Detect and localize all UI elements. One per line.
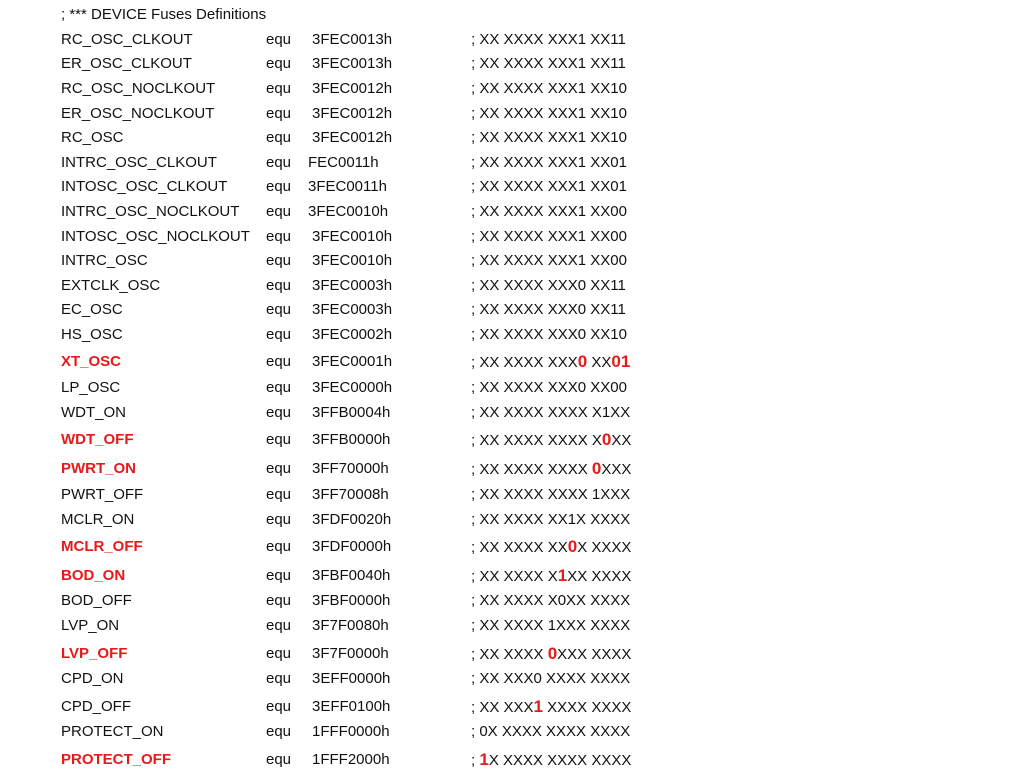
comment-text: ; XX XXXX XXX1 XX10 [471, 129, 627, 146]
fuse-row [0, 299, 1024, 321]
bit-pattern-comment [471, 351, 630, 374]
fuse-name: RC_OSC_NOCLKOUT [61, 80, 216, 97]
comment-text: ; XX XXXX XXXX X [471, 432, 602, 449]
fuse-row [0, 127, 1024, 149]
fuse-value: 3FEC0010h [312, 228, 393, 245]
fuse-name: PROTECT_ON [61, 723, 164, 740]
fuse-name: ER_OSC_NOCLKOUT [61, 105, 215, 122]
equ-directive: equ [266, 379, 292, 396]
comment-text: ; XX XXXX [471, 646, 548, 663]
comment-text: ; XX XXXX X [471, 568, 558, 585]
comment-text: X XXXX [577, 539, 632, 556]
equ-directive: equ [266, 105, 292, 122]
equ-directive: equ [266, 154, 292, 171]
comment-text: ; XX XXXX XXXX 1XXX [471, 486, 631, 503]
equ-directive: equ [266, 511, 292, 528]
fuse-name: MCLR_OFF [61, 538, 143, 555]
fuse-value: FEC0011h [308, 154, 379, 171]
fuse-row [0, 176, 1024, 198]
fuse-name: INTRC_OSC_CLKOUT [61, 154, 217, 171]
fuse-row [0, 53, 1024, 75]
equ-directive: equ [266, 567, 292, 584]
fuse-value: 1FFF2000h [312, 751, 390, 768]
comment-text: ; XX XXXX XXXX [471, 461, 592, 478]
highlighted-bit: 1 [557, 566, 568, 585]
fuse-value: 3FEC0010h [312, 252, 393, 269]
bit-pattern-comment [471, 590, 630, 612]
comment-text: XXX XXXX [557, 646, 632, 663]
fuse-value: 3FBF0040h [312, 567, 391, 584]
fuse-row [0, 696, 1024, 718]
fuse-row [0, 275, 1024, 297]
equ-directive: equ [266, 670, 292, 687]
fuse-value: 3FEC0013h [312, 55, 393, 72]
bit-pattern-comment [471, 615, 630, 637]
fuse-value: 3FEC0003h [312, 277, 393, 294]
comment-text: ; XX XXXX XXX1 XX10 [471, 105, 627, 122]
equ-directive: equ [266, 698, 292, 715]
fuse-value: 3FF70008h [312, 486, 389, 503]
fuse-value: 3FDF0000h [312, 538, 392, 555]
bit-pattern-comment [471, 509, 630, 531]
comment-text: ; XX XXXX XXX0 XX11 [471, 301, 626, 318]
bit-pattern-comment [471, 324, 627, 346]
fuse-name: LVP_ON [61, 617, 120, 634]
fuse-row [0, 643, 1024, 665]
bit-pattern-comment [471, 103, 627, 125]
equ-directive: equ [266, 301, 292, 318]
comment-text: ; 0X XXXX XXXX XXXX [471, 723, 631, 740]
comment-text: ; XX XXXX XXX1 XX00 [471, 228, 627, 245]
fuse-value: 3FEC0013h [312, 31, 393, 48]
fuse-row [0, 226, 1024, 248]
fuse-name: CPD_ON [61, 670, 124, 687]
equ-directive: equ [266, 80, 292, 97]
fuse-name: INTOSC_OSC_NOCLKOUT [61, 228, 250, 245]
fuse-row [0, 458, 1024, 480]
bit-pattern-comment [471, 29, 626, 51]
bit-pattern-comment [471, 696, 631, 719]
fuse-name: INTOSC_OSC_CLKOUT [61, 178, 228, 195]
comment-text: X XXXX XXXX XXXX [488, 752, 632, 769]
fuse-value: 3FFB0004h [312, 404, 391, 421]
equ-directive: equ [266, 751, 292, 768]
fuse-name: ER_OSC_CLKOUT [61, 55, 192, 72]
fuse-value: 3FEC0002h [312, 326, 393, 343]
fuse-name: PWRT_ON [61, 460, 136, 477]
fuse-value: 3EFF0000h [312, 670, 391, 687]
highlighted-bit: 0 [601, 430, 612, 449]
equ-directive: equ [266, 538, 292, 555]
fuse-name: CPD_OFF [61, 698, 132, 715]
fuse-name: PWRT_OFF [61, 486, 144, 503]
highlighted-bit: 0 [591, 459, 602, 478]
equ-directive: equ [266, 55, 292, 72]
fuse-value: 3FBF0000h [312, 592, 391, 609]
highlighted-bit: 1 [479, 750, 489, 769]
equ-directive: equ [266, 31, 292, 48]
fuse-value: 3FEC0003h [312, 301, 393, 318]
fuse-name: INTRC_OSC_NOCLKOUT [61, 203, 240, 220]
bit-pattern-comment [471, 429, 631, 452]
bit-pattern-comment [471, 176, 627, 198]
fuse-row [0, 324, 1024, 346]
bit-pattern-comment [471, 226, 627, 248]
fuse-name: XT_OSC [61, 353, 122, 370]
fuse-value: 3FEC0001h [312, 353, 393, 370]
fuse-name: EC_OSC [61, 301, 123, 318]
fuse-row [0, 103, 1024, 125]
highlighted-bit: 01 [611, 352, 631, 371]
bit-pattern-comment [471, 53, 626, 75]
equ-directive: equ [266, 129, 292, 146]
comment-text: ; XX XXXX XXX1 XX01 [471, 178, 627, 195]
bit-pattern-comment [471, 299, 626, 321]
comment-text: XX [587, 354, 612, 371]
bit-pattern-comment [471, 668, 630, 690]
fuse-row [0, 351, 1024, 373]
equ-directive: equ [266, 404, 292, 421]
bit-pattern-comment [471, 127, 627, 149]
equ-directive: equ [266, 277, 292, 294]
fuse-name: RC_OSC_CLKOUT [61, 31, 193, 48]
equ-directive: equ [266, 326, 292, 343]
fuse-row [0, 484, 1024, 506]
fuse-row [0, 201, 1024, 223]
fuse-row [0, 509, 1024, 531]
comment-text: ; XX XXXX XXX1 XX11 [471, 31, 626, 48]
equ-directive: equ [266, 645, 292, 662]
equ-directive: equ [266, 723, 292, 740]
bit-pattern-comment [471, 565, 631, 588]
equ-directive: equ [266, 203, 292, 220]
equ-directive: equ [266, 460, 292, 477]
bit-pattern-comment [471, 152, 627, 174]
fuse-value: 3FFB0000h [312, 431, 391, 448]
fuse-row [0, 402, 1024, 424]
fuse-name: RC_OSC [61, 129, 124, 146]
bit-pattern-comment [471, 536, 631, 559]
comment-text: ; XX XXXX X0XX XXXX [471, 592, 631, 609]
bit-pattern-comment [471, 78, 627, 100]
highlighted-bit: 0 [547, 644, 558, 663]
fuse-value: 3EFF0100h [312, 698, 391, 715]
comment-text: ; XX XXX0 XXXX XXXX [471, 670, 631, 687]
bit-pattern-comment [471, 275, 626, 297]
fuse-row [0, 536, 1024, 558]
comment-text: ; [471, 752, 480, 769]
comment-text: ; XX XXXX XXX1 XX11 [471, 55, 626, 72]
highlighted-bit: 0 [577, 352, 588, 371]
comment-text: XX [611, 432, 632, 449]
equ-directive: equ [266, 353, 292, 370]
bit-pattern-comment [471, 377, 627, 399]
equ-directive: equ [266, 252, 292, 269]
bit-pattern-comment [471, 250, 627, 272]
comment-text: ; XX XXXX XXX1 XX01 [471, 154, 627, 171]
equ-directive: equ [266, 431, 292, 448]
equ-directive: equ [266, 228, 292, 245]
fuse-row [0, 377, 1024, 399]
comment-text: ; XX XXXX XXX1 XX00 [471, 203, 627, 220]
comment-text: XXXX XXXX [543, 699, 632, 716]
fuse-name: LP_OSC [61, 379, 121, 396]
bit-pattern-comment [471, 201, 627, 223]
fuse-value: 3F7F0080h [312, 617, 389, 634]
fuse-row [0, 721, 1024, 743]
fuse-value: 3FEC0012h [312, 105, 393, 122]
comment-text: ; XX XXXX XXX0 XX10 [471, 326, 627, 343]
comment-text: ; XX XXXX XXX1 XX10 [471, 80, 627, 97]
fuse-value: 1FFF0000h [312, 723, 390, 740]
bit-pattern-comment [471, 721, 630, 743]
fuse-name: BOD_OFF [61, 592, 132, 609]
fuse-value: 3F7F0000h [312, 645, 389, 662]
section-header: ; *** DEVICE Fuses Definitions [61, 6, 267, 23]
comment-text: ; XX XXXX XXXX X1XX [471, 404, 631, 421]
comment-text: ; XX XXXX XXX0 XX11 [471, 277, 626, 294]
fuse-name: MCLR_ON [61, 511, 135, 528]
equ-directive: equ [266, 617, 292, 634]
comment-text: XXX [601, 461, 632, 478]
equ-directive: equ [266, 592, 292, 609]
comment-text: ; XX XXXX XXX [471, 354, 578, 371]
fuse-name: WDT_ON [61, 404, 126, 421]
fuse-value: 3FEC0000h [312, 379, 393, 396]
bit-pattern-comment [471, 458, 631, 481]
fuse-value: 3FEC0012h [312, 129, 393, 146]
fuse-name: HS_OSC [61, 326, 123, 343]
fuse-name: BOD_ON [61, 567, 126, 584]
fuse-value: 3FEC0010h [308, 203, 389, 220]
fuse-row [0, 615, 1024, 637]
fuse-row [0, 29, 1024, 51]
fuse-name: PROTECT_OFF [61, 751, 172, 768]
fuse-row [0, 250, 1024, 272]
bit-pattern-comment [471, 643, 631, 666]
fuse-row [0, 590, 1024, 612]
fuse-value: 3FF70000h [312, 460, 389, 477]
fuse-value: 3FDF0020h [312, 511, 392, 528]
fuse-row [0, 565, 1024, 587]
highlighted-bit: 1 [533, 697, 543, 716]
fuse-name: INTRC_OSC [61, 252, 148, 269]
bit-pattern-comment [471, 484, 630, 506]
bit-pattern-comment [471, 749, 631, 772]
fuse-name: WDT_OFF [61, 431, 134, 448]
comment-text: ; XX XXXX XX [471, 539, 568, 556]
comment-text: ; XX XXX [471, 699, 534, 716]
comment-text: ; XX XXXX XXX0 XX00 [471, 379, 627, 396]
equ-directive: equ [266, 486, 292, 503]
comment-text: XX XXXX [567, 568, 632, 585]
fuse-name: LVP_OFF [61, 645, 128, 662]
fuse-row [0, 78, 1024, 100]
fuse-row [0, 429, 1024, 451]
fuse-row [0, 152, 1024, 174]
comment-text: ; XX XXXX 1XXX XXXX [471, 617, 631, 634]
equ-directive: equ [266, 178, 292, 195]
bit-pattern-comment [471, 402, 630, 424]
highlighted-bit: 0 [567, 537, 578, 556]
comment-text: ; XX XXXX XX1X XXXX [471, 511, 631, 528]
fuse-row [0, 668, 1024, 690]
fuse-value: 3FEC0012h [312, 80, 393, 97]
fuse-value: 3FEC0011h [308, 178, 387, 195]
comment-text: ; XX XXXX XXX1 XX00 [471, 252, 627, 269]
fuse-name: EXTCLK_OSC [61, 277, 161, 294]
